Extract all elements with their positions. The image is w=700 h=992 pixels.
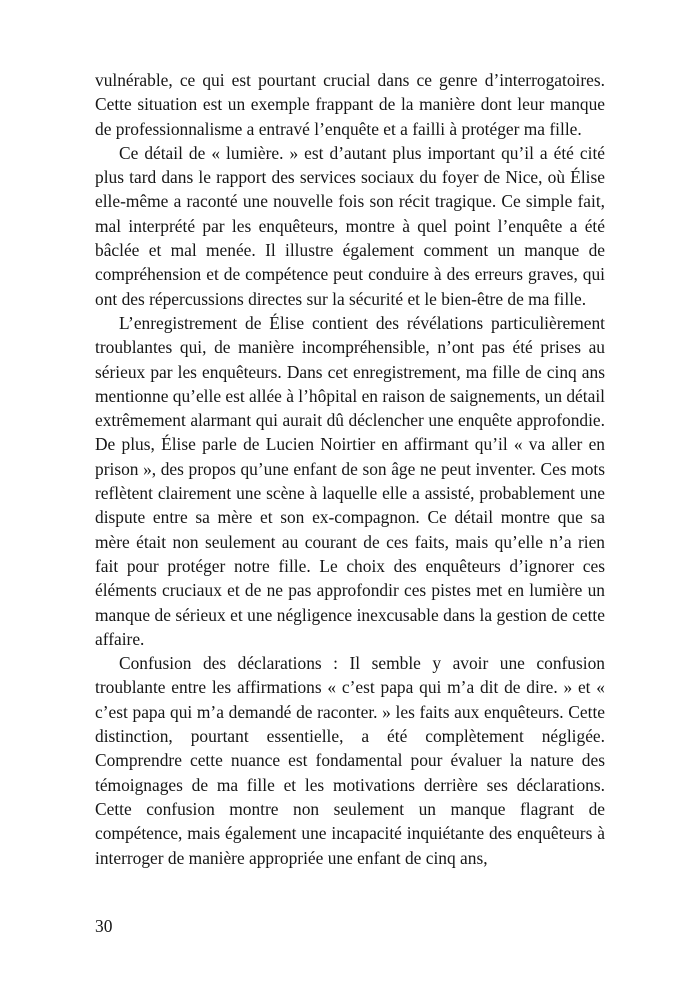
paragraph-2: Ce détail de « lumière. » est d’autant plus important qu’il a été cité plus tard dans le rapport des services sociaux du foyer de Nice, où Élise elle-même a raconté une nouvelle fois son récit tragique. Ce simple fait, mal interprété par les enquêteurs, montre à quel point l’enquête a été bâclée et mal menée. Il illustre également comment un manque de compréhension et de compétence peut conduire à des erreurs graves, qui ont des répercussions directes sur la sécurité et le bien-être de ma fille. <box>95 142 605 309</box>
paragraph-1: vulnérable, ce qui est pourtant crucial dans ce genre d’interrogatoires. Cette situation est un exemple frappant de la manière dont leur manque de professionnalisme a entravé l’enquête et a failli à protéger ma fille. <box>95 70 605 139</box>
body-text <box>95 68 605 870</box>
paragraph-4: Confusion des déclarations : Il semble y avoir une confusion troublante entre les affirmations « c’est papa qui m’a dit de dire. » et « c’est papa qui m’a demandé de raconter. » les faits aux enquêteurs. Cette distinction, pourtant essentielle, a été complètement négligée. Comprendre cette nuance est fondamental pour évaluer la nature des témoignages de ma fille et les motivations derrière ses déclarations. Cette confusion montre non seulement un manque flagrant de compétence, mais également une incapacité inquiétante des enquêteurs à interroger de manière appropriée une enfant de cinq ans, <box>95 653 605 868</box>
paragraph-3: L’enregistrement de Élise contient des révélations particulièrement troublantes qui, de manière incompréhensible, n’ont pas été prises au sérieux par les enquêteurs. Dans cet enregistrement, ma fille de cinq ans mentionne qu’elle est allée à l’hôpital en raison de saignements, un détail extrêmement alarmant qui aurait dû déclencher une enquête approfondie. De plus, Élise parle de Lucien Noirtier en affirmant qu’il « va aller en prison », des propos qu’une enfant de son âge ne peut inventer. Ces mots reflètent clairement une scène à laquelle elle a assisté, probablement une dispute entre sa mère et son ex-compagnon. Ce détail montre que sa mère était non seulement au courant de ces faits, mais qu’elle n’a rien fait pour protéger notre fille. Le choix des enquêteurs d’ignorer ces éléments cruciaux et de ne pas approfondir ces pistes met en lumière un manque de sérieux et une négligence inexcusable dans la gestion de cette affaire. <box>95 312 605 649</box>
page-number: 30 <box>95 916 113 936</box>
